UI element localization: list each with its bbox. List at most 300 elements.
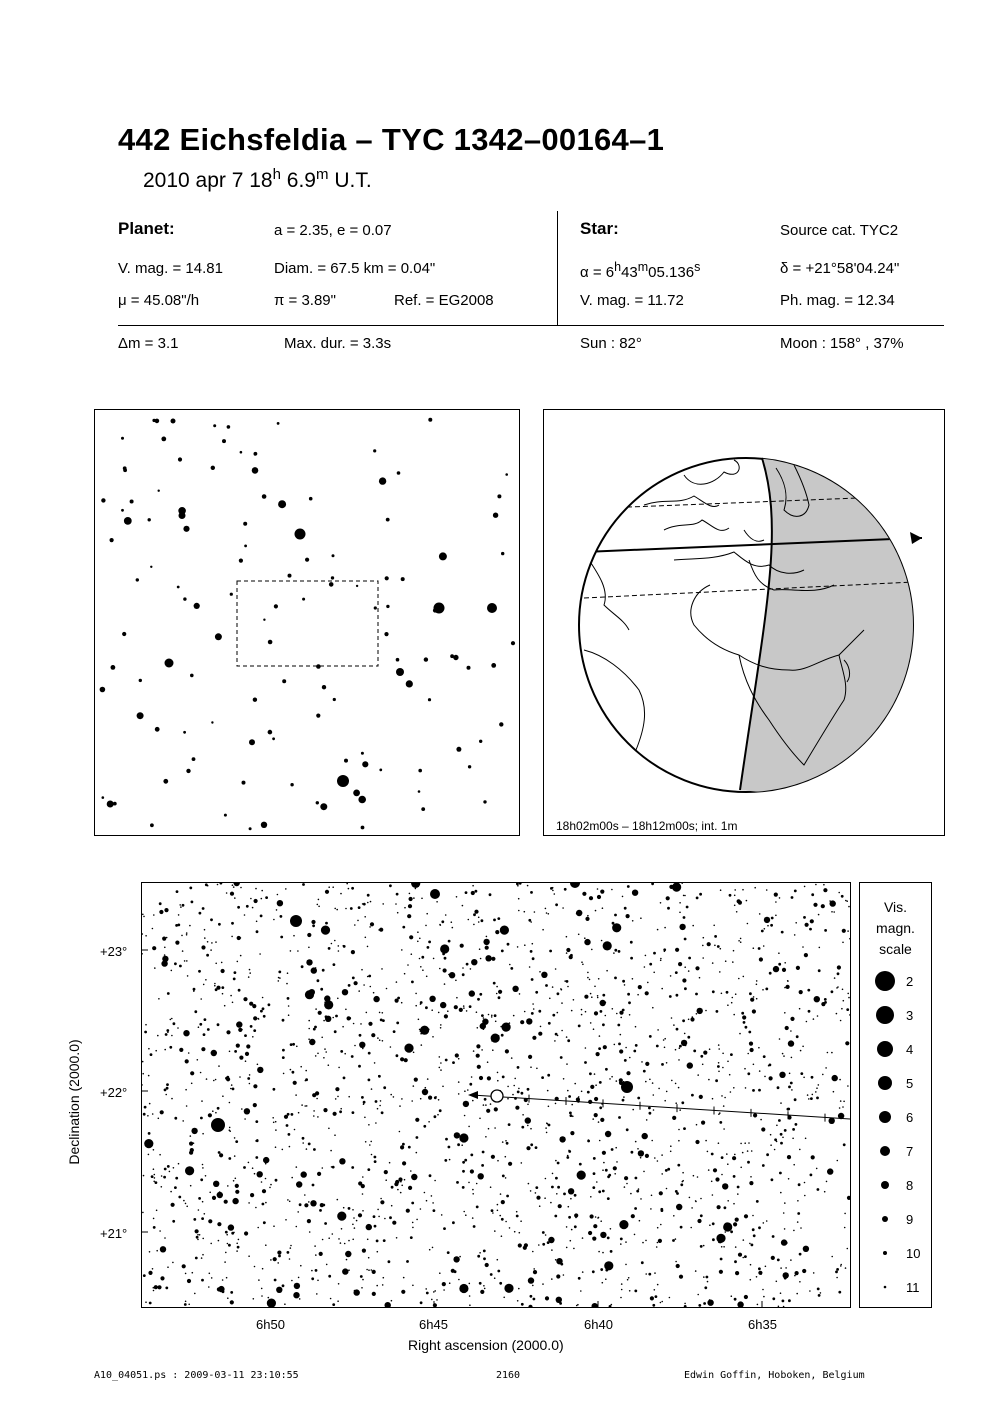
sky-star xyxy=(723,1128,725,1130)
sky-star xyxy=(433,958,435,960)
sky-star xyxy=(592,1270,595,1273)
sky-star xyxy=(152,1113,154,1115)
sky-star xyxy=(262,1203,265,1206)
sky-star xyxy=(838,892,840,894)
sky-star xyxy=(530,1190,532,1192)
sky-star xyxy=(529,966,531,968)
sky-star xyxy=(197,1239,199,1241)
sky-star xyxy=(344,1243,346,1245)
sky-star xyxy=(525,1117,531,1123)
sky-star xyxy=(497,917,500,920)
sky-star xyxy=(240,937,242,939)
sky-star xyxy=(559,1302,562,1305)
sky-star xyxy=(727,1061,729,1063)
sky-star xyxy=(335,1087,339,1091)
sky-star xyxy=(600,1118,604,1122)
sky-star xyxy=(689,1197,691,1199)
sky-star xyxy=(719,1270,723,1274)
sky-star xyxy=(311,967,317,973)
sky-star xyxy=(469,1283,471,1285)
sky-star xyxy=(620,1243,622,1245)
sky-star xyxy=(397,1189,399,1191)
sky-star xyxy=(612,923,621,932)
sky-star xyxy=(566,952,568,954)
sky-star xyxy=(545,1234,547,1236)
sky-star xyxy=(568,1216,571,1219)
sky-star xyxy=(249,1002,253,1006)
sky-star xyxy=(299,1298,301,1300)
sky-star xyxy=(501,1200,505,1204)
sky-star xyxy=(722,1067,724,1069)
sky-star xyxy=(627,885,630,888)
sky-star xyxy=(290,1245,292,1247)
sky-star xyxy=(804,1269,806,1271)
sky-star xyxy=(513,1085,515,1087)
sky-star xyxy=(174,1117,177,1120)
sky-star xyxy=(232,1088,235,1091)
sky-star xyxy=(494,1277,496,1279)
sky-star xyxy=(507,943,510,946)
sky-star xyxy=(528,1183,530,1185)
globe-map xyxy=(544,410,944,835)
sky-star xyxy=(169,1171,171,1173)
sky-star xyxy=(426,1292,429,1295)
sky-star xyxy=(840,1020,842,1022)
planet-diameter: Diam. = 67.5 km = 0.04" xyxy=(274,260,436,277)
finder-star xyxy=(253,698,257,702)
sky-star xyxy=(202,1167,204,1169)
sky-star xyxy=(611,1148,614,1151)
sky-star xyxy=(229,1051,231,1053)
time-suffix: U.T. xyxy=(328,169,372,192)
sky-star xyxy=(254,899,258,903)
sky-star xyxy=(483,1285,485,1287)
sky-star xyxy=(595,1084,597,1086)
sky-star xyxy=(367,946,369,948)
sky-star xyxy=(456,997,458,999)
sky-star xyxy=(290,1043,293,1046)
sky-star xyxy=(692,925,694,927)
sky-star xyxy=(632,920,634,922)
sky-star xyxy=(324,1000,333,1009)
sky-star xyxy=(622,1099,625,1102)
sky-star xyxy=(603,1162,605,1164)
finder-star xyxy=(110,538,114,542)
sky-star xyxy=(618,1043,621,1046)
sky-star xyxy=(685,1045,687,1047)
sky-star xyxy=(806,1021,808,1023)
sky-star xyxy=(275,1179,278,1182)
sky-star xyxy=(240,955,242,957)
sky-star xyxy=(463,1101,469,1107)
sky-star xyxy=(254,1266,256,1268)
finder-star xyxy=(497,494,501,498)
sky-star xyxy=(599,1106,602,1109)
sky-star xyxy=(379,1039,381,1041)
sky-star xyxy=(768,1065,770,1067)
sky-star xyxy=(287,1113,290,1116)
sky-star xyxy=(642,1242,644,1244)
sky-star xyxy=(676,994,679,997)
sky-star xyxy=(659,1191,663,1195)
sky-star xyxy=(836,1277,838,1279)
sky-star xyxy=(510,967,513,970)
sky-star xyxy=(205,979,207,981)
sky-star xyxy=(368,1052,371,1055)
sky-star xyxy=(528,1023,530,1025)
sky-star xyxy=(600,1232,606,1238)
sky-star xyxy=(805,923,809,927)
sky-star xyxy=(483,1257,486,1260)
sky-star xyxy=(611,889,613,891)
sky-star xyxy=(416,1152,418,1154)
sky-star xyxy=(261,890,263,892)
sky-star xyxy=(324,1048,326,1050)
sky-star xyxy=(253,1103,257,1107)
finder-star xyxy=(501,552,504,555)
sky-star xyxy=(212,1196,216,1200)
finder-star xyxy=(305,558,309,562)
sky-star xyxy=(305,1080,307,1082)
sky-star xyxy=(568,1188,574,1194)
sky-star xyxy=(273,1122,275,1124)
sky-star xyxy=(740,938,742,940)
sky-star xyxy=(431,1299,433,1301)
sky-star xyxy=(273,1257,277,1261)
sky-star xyxy=(209,1192,211,1194)
sky-star xyxy=(833,1091,835,1093)
sky-star xyxy=(581,961,583,963)
finder-star xyxy=(505,473,508,476)
sky-star xyxy=(590,1214,594,1218)
sky-star xyxy=(679,902,681,904)
sky-star xyxy=(666,1188,668,1190)
sky-star xyxy=(706,1276,709,1279)
sky-star xyxy=(712,1098,714,1100)
sky-star xyxy=(195,1229,199,1233)
sky-star xyxy=(212,1110,214,1112)
finder-star xyxy=(344,759,348,763)
sky-star xyxy=(596,1181,598,1183)
sky-star xyxy=(528,1305,532,1307)
sky-star xyxy=(369,926,371,928)
sky-star xyxy=(272,1117,274,1119)
sky-star xyxy=(598,1190,601,1193)
sky-star xyxy=(368,1079,371,1082)
sky-star xyxy=(752,1228,755,1231)
sky-star xyxy=(538,1010,541,1013)
sky-star xyxy=(747,1053,749,1055)
sky-star xyxy=(421,1044,423,1046)
finder-star xyxy=(150,823,154,827)
sky-star xyxy=(483,1020,485,1022)
finder-star xyxy=(192,757,196,761)
sky-star xyxy=(379,928,383,932)
sky-star xyxy=(315,1254,317,1256)
sky-star xyxy=(817,1288,820,1291)
sky-star xyxy=(237,961,239,963)
sky-star xyxy=(378,1216,380,1218)
sky-star xyxy=(265,896,268,899)
sky-star xyxy=(441,1214,443,1216)
sky-star xyxy=(684,1303,686,1305)
sky-star xyxy=(178,1163,180,1165)
sky-star xyxy=(816,1097,819,1100)
sky-star xyxy=(148,1048,150,1050)
sky-star xyxy=(444,1014,448,1018)
sky-star xyxy=(619,1078,623,1082)
sky-star xyxy=(426,1200,428,1202)
sky-star xyxy=(437,1114,439,1116)
sky-star xyxy=(633,1050,636,1053)
sky-star xyxy=(823,884,825,886)
sky-star xyxy=(317,904,319,906)
sky-star xyxy=(837,972,840,975)
sky-star xyxy=(684,895,686,897)
sky-star xyxy=(354,1290,356,1292)
sky-star xyxy=(351,1055,354,1058)
sky-star xyxy=(645,1062,649,1066)
sky-star xyxy=(758,947,761,950)
sky-star xyxy=(337,1096,339,1098)
sky-star xyxy=(764,917,770,923)
sky-star xyxy=(265,1244,267,1246)
sky-star xyxy=(637,1148,639,1150)
sky-star xyxy=(400,1145,404,1149)
finder-star xyxy=(487,603,497,613)
sky-star xyxy=(695,1270,697,1272)
sky-star xyxy=(660,1302,662,1304)
sky-star xyxy=(416,1136,419,1139)
sky-star xyxy=(288,1014,290,1016)
sky-star xyxy=(463,1211,465,1213)
sky-star xyxy=(190,1185,192,1187)
sky-star xyxy=(531,978,534,981)
sky-star xyxy=(310,1200,316,1206)
sky-star xyxy=(661,1209,664,1212)
sky-star xyxy=(793,1230,795,1232)
sky-star xyxy=(555,968,557,970)
sky-star xyxy=(491,1034,500,1043)
sky-star xyxy=(144,1139,153,1148)
finder-star xyxy=(124,517,132,525)
sky-star xyxy=(635,1177,638,1180)
sky-star xyxy=(843,1000,845,1002)
sky-star xyxy=(352,1224,354,1226)
sky-star xyxy=(576,1097,580,1101)
sky-star xyxy=(479,948,481,950)
sky-star xyxy=(471,959,477,965)
sky-star xyxy=(228,1157,231,1160)
sky-star xyxy=(465,1214,467,1216)
sky-star xyxy=(179,904,181,906)
scale-label: 4 xyxy=(906,1042,914,1057)
sky-star xyxy=(602,1190,605,1193)
sky-star xyxy=(670,975,672,977)
sky-star xyxy=(777,1259,780,1262)
sky-star xyxy=(262,1189,266,1193)
sky-star xyxy=(332,1017,334,1019)
sky-star xyxy=(609,1078,611,1080)
sky-star xyxy=(663,948,666,951)
sky-star xyxy=(840,1264,842,1266)
scale-label: 11 xyxy=(906,1280,920,1295)
sky-star xyxy=(253,1084,257,1088)
sky-star xyxy=(442,1086,444,1088)
sky-star xyxy=(602,1169,604,1171)
sky-star xyxy=(584,937,586,939)
sky-star xyxy=(207,885,209,887)
sky-star xyxy=(428,1029,430,1031)
sky-star xyxy=(562,907,564,909)
sky-star xyxy=(194,1010,197,1013)
sky-star xyxy=(352,1111,355,1114)
sky-star xyxy=(499,1282,502,1285)
sky-star xyxy=(261,1295,263,1297)
sky-star xyxy=(664,927,666,929)
sky-star xyxy=(164,1049,166,1051)
sky-star xyxy=(688,970,690,972)
sky-star xyxy=(629,1014,631,1016)
sky-star xyxy=(459,1133,468,1142)
sky-star xyxy=(587,972,589,974)
sky-star xyxy=(839,1107,841,1109)
sky-star xyxy=(797,1221,799,1223)
sky-star xyxy=(726,1153,728,1155)
sky-star xyxy=(253,1016,257,1020)
sky-star xyxy=(471,1076,473,1078)
sky-star xyxy=(738,901,742,905)
sky-star xyxy=(148,1132,151,1135)
sky-star xyxy=(234,1050,237,1053)
sky-star xyxy=(343,945,346,948)
sky-star xyxy=(468,1126,470,1128)
sky-star xyxy=(363,1101,366,1104)
ra-tick-650: 6h50 xyxy=(256,1317,285,1332)
sky-star xyxy=(157,1035,159,1037)
finder-star xyxy=(215,633,222,640)
sky-star xyxy=(440,1069,442,1071)
sky-star xyxy=(779,1172,782,1175)
sky-star xyxy=(747,923,749,925)
sky-star xyxy=(386,988,388,990)
sky-star xyxy=(684,1305,687,1307)
sky-star xyxy=(578,1025,581,1028)
finder-star xyxy=(274,604,278,608)
sky-star xyxy=(209,1273,211,1275)
sky-star xyxy=(505,1221,507,1223)
sky-star xyxy=(571,1104,573,1106)
sky-star xyxy=(763,1222,765,1224)
sky-star xyxy=(500,926,509,935)
finder-star xyxy=(183,731,186,734)
finder-star xyxy=(190,674,194,678)
sky-star xyxy=(614,949,617,952)
finder-star xyxy=(428,418,432,422)
sky-star xyxy=(815,884,817,886)
sky-star xyxy=(221,969,225,973)
sky-star xyxy=(445,1059,448,1062)
sky-star xyxy=(403,1277,405,1279)
sky-star xyxy=(782,1053,784,1055)
sky-star xyxy=(186,1206,188,1208)
sky-star xyxy=(729,1074,731,1076)
sky-star xyxy=(371,1269,373,1271)
sky-star xyxy=(178,914,180,916)
sky-star xyxy=(457,1143,460,1146)
sky-star xyxy=(651,883,654,885)
sky-star xyxy=(371,1033,375,1037)
finder-star xyxy=(100,687,106,693)
sky-star xyxy=(346,883,348,884)
finder-star xyxy=(244,545,247,548)
sky-star xyxy=(727,1200,729,1202)
sky-star xyxy=(688,957,691,960)
sky-star xyxy=(159,1230,161,1232)
sky-star xyxy=(354,924,356,926)
sky-star xyxy=(680,1183,683,1186)
sky-star xyxy=(664,1100,666,1102)
sky-star xyxy=(464,1159,467,1162)
sky-star xyxy=(740,1143,742,1145)
sky-star xyxy=(524,1011,526,1013)
sky-star xyxy=(570,1240,572,1242)
finder-star xyxy=(483,800,486,803)
sky-star xyxy=(594,1073,596,1075)
sky-star xyxy=(244,1231,248,1235)
sky-star xyxy=(702,1064,704,1066)
sky-star xyxy=(542,929,544,931)
sky-star xyxy=(328,1237,330,1239)
finder-star xyxy=(263,619,265,621)
sky-star xyxy=(409,897,413,901)
finder-star xyxy=(353,790,360,797)
sky-star xyxy=(195,1257,198,1260)
sky-star xyxy=(622,1009,625,1012)
sky-star xyxy=(776,1141,778,1143)
sky-star xyxy=(333,963,336,966)
sky-star xyxy=(316,1098,318,1100)
sky-star xyxy=(846,900,848,902)
sky-star xyxy=(449,1159,451,1161)
sky-star xyxy=(811,1076,814,1079)
sky-star xyxy=(469,1083,472,1086)
sky-star xyxy=(693,1175,695,1177)
sky-star xyxy=(425,925,427,927)
sky-star-field xyxy=(142,883,850,1307)
sky-star xyxy=(779,897,781,899)
sky-star xyxy=(574,1083,576,1085)
sky-star xyxy=(270,1259,272,1261)
sky-star xyxy=(848,906,850,908)
sky-star xyxy=(328,1128,330,1130)
sky-star xyxy=(315,1008,317,1010)
sky-star xyxy=(715,1177,719,1181)
sky-star xyxy=(709,1224,711,1226)
sky-star xyxy=(154,1174,156,1176)
sky-star xyxy=(256,921,258,923)
sky-star xyxy=(571,1229,573,1231)
sky-star xyxy=(494,1127,496,1129)
sky-star xyxy=(353,1217,355,1219)
sky-star xyxy=(799,1281,801,1283)
sky-star xyxy=(396,1022,399,1025)
sky-star xyxy=(362,1249,366,1253)
sky-star xyxy=(311,920,315,924)
sky-star xyxy=(502,1076,505,1079)
sky-star xyxy=(182,904,185,907)
sky-star xyxy=(431,1195,433,1197)
